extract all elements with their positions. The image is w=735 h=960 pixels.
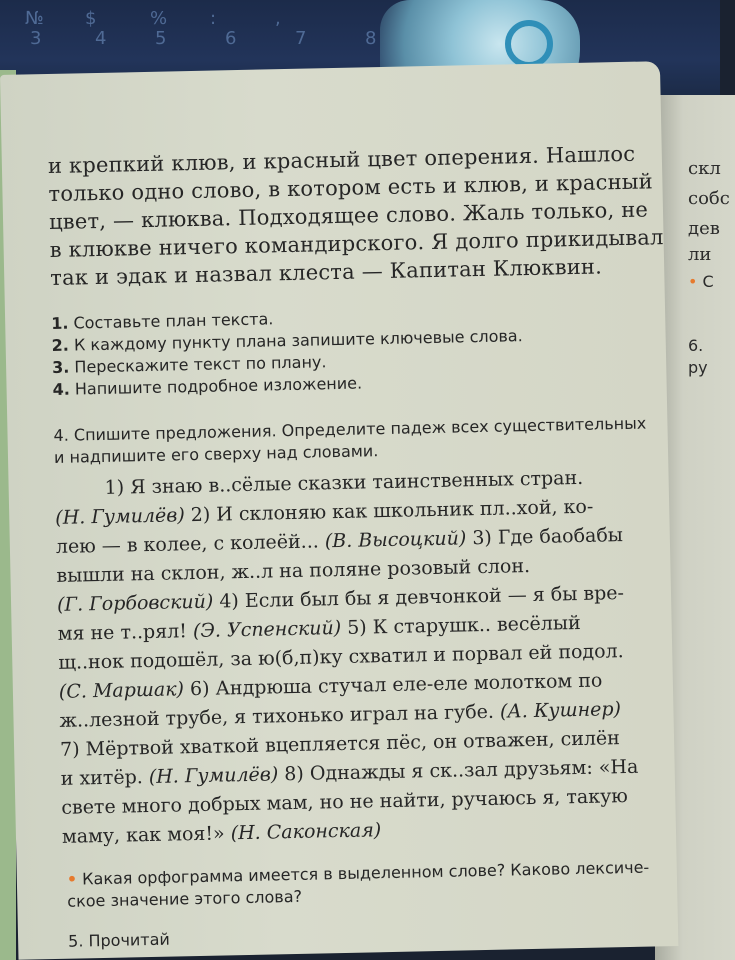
sentence-text: мя не т..рял!: [57, 620, 194, 645]
task-item: 3. Перескажите текст по плану.: [51, 352, 327, 377]
sentence-line: [58, 640, 624, 674]
right-page-line: ру: [688, 358, 708, 377]
story-line: в клюкве ничего командирского. Я долго прикидывал: [49, 225, 664, 262]
keyboard-key: 8: [365, 28, 377, 49]
sentence-text: ж..лезной трубе, я тихонько играл на губе.: [59, 700, 501, 732]
sentence-author: (Э. Успенский): [192, 616, 342, 643]
sentence-line: [62, 819, 382, 848]
sentence-text: 1) Я знаю в..сёлые сказки таинственных стран.: [104, 466, 584, 499]
sentence-line: [61, 785, 628, 819]
keyboard-key: ,: [275, 8, 281, 29]
sentence-line: [60, 727, 620, 761]
sentence-author: (Н. Саконская): [230, 819, 382, 845]
keyboard-key: %: [150, 8, 168, 29]
keyboard-key: 7: [295, 28, 307, 49]
right-page-line: 6.: [688, 336, 704, 355]
story-line: только одно слово, в котором есть и клюв, и красный: [48, 169, 654, 207]
right-page-bullet-line: • С: [688, 272, 714, 291]
sentence-line: [104, 467, 583, 499]
sentence-author: (В. Высоцкий): [324, 527, 467, 553]
keyboard-key: 4: [95, 28, 107, 49]
keyboard-key: :: [210, 8, 217, 29]
sentence-author: (С. Маршак): [58, 678, 185, 703]
sentence-line: [61, 756, 639, 790]
story-line: и крепкий клюв, и красный цвет оперения. Нашлос: [47, 141, 636, 179]
sentence-line: [57, 612, 580, 645]
sentence-line: [57, 582, 624, 616]
story-line: цвет, — клюква. Подходящее слово. Жаль только, не: [48, 197, 649, 235]
sentence-text: 7) Мёртвой хваткой вцепляется пёс, он отважен, силён: [59, 727, 621, 761]
right-page-line: скл: [688, 158, 721, 179]
sentence-author: (Г. Горбовский): [56, 590, 214, 616]
sentence-author: (Н. Гумилёв): [148, 763, 279, 789]
keyboard-key: $: [85, 8, 97, 29]
sentence-text: вышли на склон, ж..л на поляне розовый слон.: [56, 555, 531, 587]
story-line: так и эдак и назвал клеста — Капитан Клюквин.: [50, 254, 603, 290]
cloth-swirl-pattern: [505, 20, 553, 68]
sentence-author: (Н. Гумилёв): [55, 504, 185, 529]
exercise-instruction: 4. Спишите предложения. Определите падеж всех существительных: [53, 413, 647, 445]
question-line: • Какая орфограмма имеется в выделенном слове? Каково лексиче-: [66, 857, 650, 889]
sentence-line: [56, 524, 623, 558]
sentence-text: 2) И склоняю как школьник пл..хой, ко-: [184, 495, 594, 527]
keyboard-key: 6: [225, 28, 237, 49]
right-page-line: дев: [688, 218, 720, 239]
exercise-instruction: и надпишите его сверху над словами.: [53, 441, 379, 467]
right-page-line: ли: [688, 244, 712, 265]
task-item: 2. К каждому пункту плана запишите ключевые слова.: [51, 326, 523, 355]
sentence-text: 8) Однажды я ск..зал друзьям: «На: [278, 755, 639, 786]
sentence-text: 5) К старушк.. весёлый: [340, 611, 581, 639]
next-exercise-header: 5. Прочитай: [67, 929, 171, 951]
sentence-text: 4) Если был бы я девчонкой — я бы вре-: [213, 582, 625, 613]
keyboard-key: №: [25, 8, 44, 29]
keyboard-key: 5: [155, 28, 167, 49]
question-line: ское значение этого слова?: [67, 886, 303, 911]
sentence-line: [59, 698, 621, 732]
task-item: 4. Напишите подробное изложение.: [52, 373, 363, 399]
sentence-text: лею — в колее, с колеёй...: [55, 530, 326, 558]
sentence-text: маму, как моя!»: [61, 822, 231, 848]
sentence-line: [59, 670, 603, 703]
sentence-text: 3) Где баобабы: [466, 524, 624, 550]
textbook-page: [0, 61, 678, 960]
sentence-text: свете много добрых мам, но не найти, ручаюсь я, такую: [61, 785, 629, 819]
right-page-line: собс: [688, 188, 730, 209]
sentence-text: и хитёр.: [60, 766, 150, 790]
sentence-author: (А. Кушнер): [499, 698, 622, 723]
keyboard-key: 3: [30, 28, 42, 49]
sentence-line: [56, 555, 530, 587]
sentence-text: 6) Андрюша стучал еле-еле молотком по: [183, 669, 603, 701]
sentence-text: щ..нок подошёл, за ю(б,п)ку схватил и порвал ей подол.: [58, 640, 624, 674]
task-item: 1. Составьте план текста.: [51, 309, 274, 333]
sentence-line: [55, 496, 593, 529]
